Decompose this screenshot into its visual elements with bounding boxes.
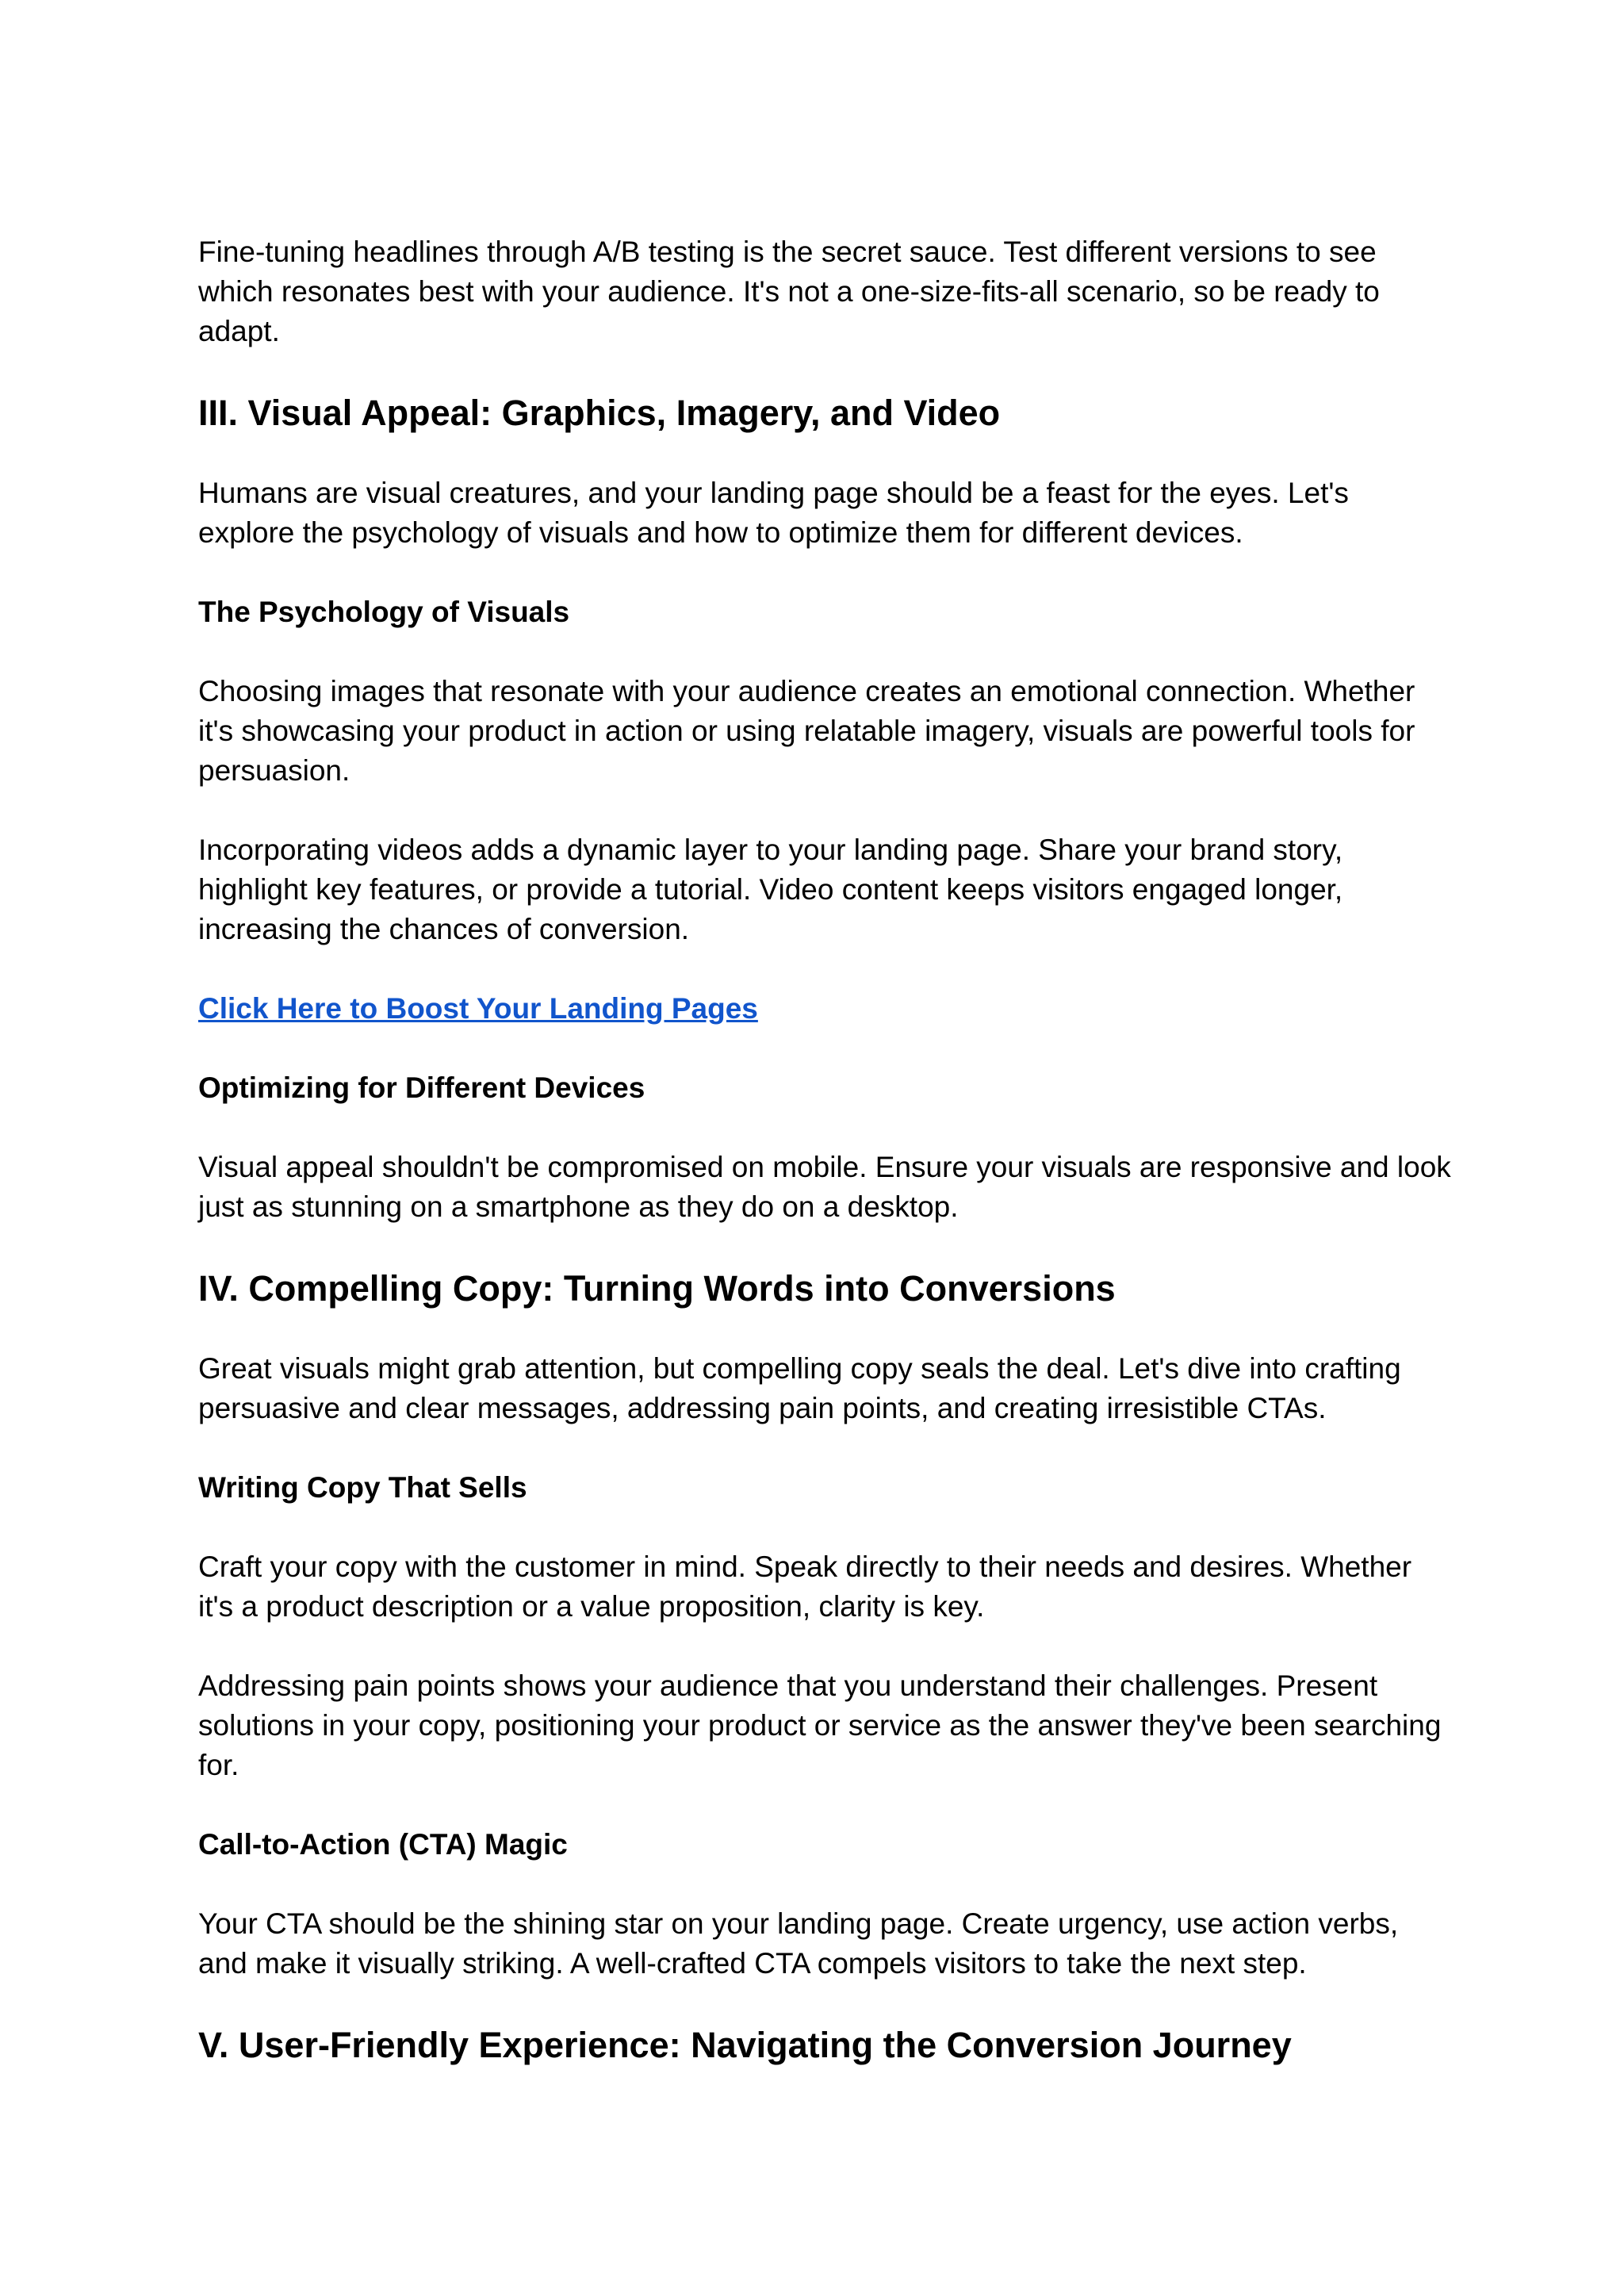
- heading-compelling-copy: IV. Compelling Copy: Turning Words into Conversions: [198, 1268, 1116, 1309]
- paragraph-visual-intro: Humans are visual creatures, and your landing page should be a feast for the eyes. Let's explore the psychology of visuals and how to optimize them for different devices.: [198, 477, 1349, 549]
- document-page: [198, 232, 1451, 2106]
- heading-user-friendly-experience: V. User-Friendly Experience: Navigating the Conversion Journey: [198, 2025, 1292, 2065]
- heading-visual-appeal: III. Visual Appeal: Graphics, Imagery, and Video: [198, 393, 1001, 433]
- paragraph-copy-intro: Great visuals might grab attention, but compelling copy seals the deal. Let's dive into crafting persuasive and clear messages, addressing pain points, and creating irresistible CTAs.: [198, 1352, 1401, 1424]
- subheading-writing-copy: Writing Copy That Sells: [198, 1471, 527, 1504]
- paragraph-psychology-videos: Incorporating videos adds a dynamic layer to your landing page. Share your brand story, highlight key features, or provide a tutorial. Video content keeps visitors engaged longer, increasing the chances of conversion.: [198, 834, 1343, 945]
- paragraph-devices: Visual appeal shouldn't be compromised on mobile. Ensure your visuals are responsive and look just as stunning on a smartphone as they do on a desktop.: [198, 1151, 1451, 1223]
- boost-landing-pages-link[interactable]: Click Here to Boost Your Landing Pages: [198, 992, 758, 1025]
- paragraph-copy-customer: Craft your copy with the customer in mind. Speak directly to their needs and desires. Whether it's a product description or a value proposition, clarity is key.: [198, 1550, 1412, 1623]
- subheading-psychology-of-visuals: The Psychology of Visuals: [198, 596, 570, 628]
- subheading-cta-magic: Call-to-Action (CTA) Magic: [198, 1828, 568, 1861]
- paragraph-ab-testing: Fine-tuning headlines through A/B testing is the secret sauce. Test different versions to see which resonates best with your audience. It's not a one-size-fits-all scenario, so be ready to adapt.: [198, 236, 1380, 347]
- paragraph-cta: Your CTA should be the shining star on your landing page. Create urgency, use action verbs, and make it visually striking. A well-crafted CTA compels visitors to take the next step.: [198, 1907, 1399, 1980]
- paragraph-psychology-images: Choosing images that resonate with your audience creates an emotional connection. Whether it's showcasing your product in action or using relatable imagery, visuals are powerful tools for persuasion.: [198, 675, 1415, 787]
- paragraph-copy-pain-points: Addressing pain points shows your audience that you understand their challenges. Present solutions in your copy, positioning your product or service as the answer they've been searching for.: [198, 1669, 1442, 1781]
- subheading-optimizing-devices: Optimizing for Different Devices: [198, 1071, 645, 1104]
